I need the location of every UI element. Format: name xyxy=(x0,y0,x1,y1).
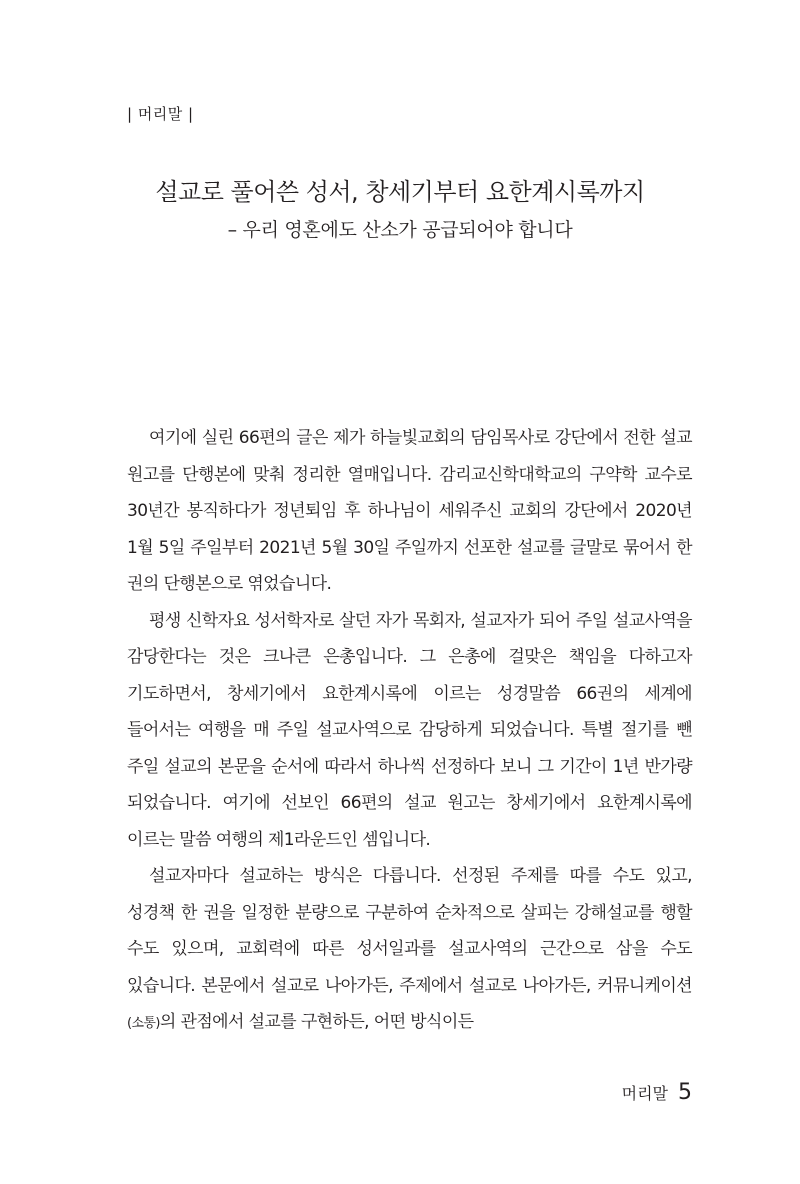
page-footer xyxy=(622,1080,692,1105)
paragraph-2: 평생 신학자요 성서학자로 살던 자가 목회자, 설교자가 되어 주일 설교사역을 감당한다는 것은 크나큰 은총입니다. 그 은총에 걸맞은 책임을 다하고자 기도하면서, 창세기에서 요한계시록에 이르는 성경말씀 66권의 세계에 들어서는 여행을 매 주일 설교사역으로 감당하게 되었습니다. 특별 절기를 뺀 주일 설교의 본문을 순서에 따라서 하나씩 선정하다 보니 그 기간이 1년 반가량 되었습니다. 여기에 선보인 66편의 설교 원고는 창세기에서 요한계시록에 이르는 말씀 여행의 제1라운드인 셈입니다. xyxy=(127,610,692,850)
paragraph-3-text-b: 의 관점에서 설교를 구현하든, 어떤 방식이든 xyxy=(159,1012,474,1032)
page-subtitle: – 우리 영혼에도 산소가 공급되어야 합니다 xyxy=(227,219,573,241)
paragraph-3 xyxy=(127,858,692,1043)
page-number: 5 xyxy=(678,1080,692,1105)
section-label: | 머리말 | xyxy=(127,105,194,123)
page-title: 설교로 풀어쓴 성서, 창세기부터 요한계시록까지 xyxy=(155,178,645,206)
paragraph-3-text-a: 설교자마다 설교하는 방식은 다릅니다. 선정된 주제를 따를 수도 있고, 성경책 한 권을 일정한 분량으로 구분하여 순차적으로 살피는 강해설교를 행할 수도 있으며, 교회력에 따른 성서일과를 설교사역의 근간으로 삼을 수도 있습니다. 본문에서 설교로 나아가든, 주제에서 설교로 나아가든, 커뮤니케이션 xyxy=(127,866,692,996)
paragraph-1: 여기에 실린 66편의 글은 제가 하늘빛교회의 담임목사로 강단에서 전한 설교 원고를 단행본에 맞춰 정리한 열매입니다. 감리교신학대학교의 구약학 교수로 30년간 봉직하다가 정년퇴임 후 하나님이 세워주신 교회의 강단에서 2020년 1월 5일 주일부터 2021년 5월 30일 주일까지 선포한 설교를 글말로 묶어서 한 권의 단행본으로 엮었습니다. xyxy=(127,428,692,594)
paragraph-3-parenthetical: (소통) xyxy=(127,1016,160,1031)
body-text xyxy=(127,420,692,1043)
footer-section-label: 머리말 xyxy=(621,1084,668,1103)
